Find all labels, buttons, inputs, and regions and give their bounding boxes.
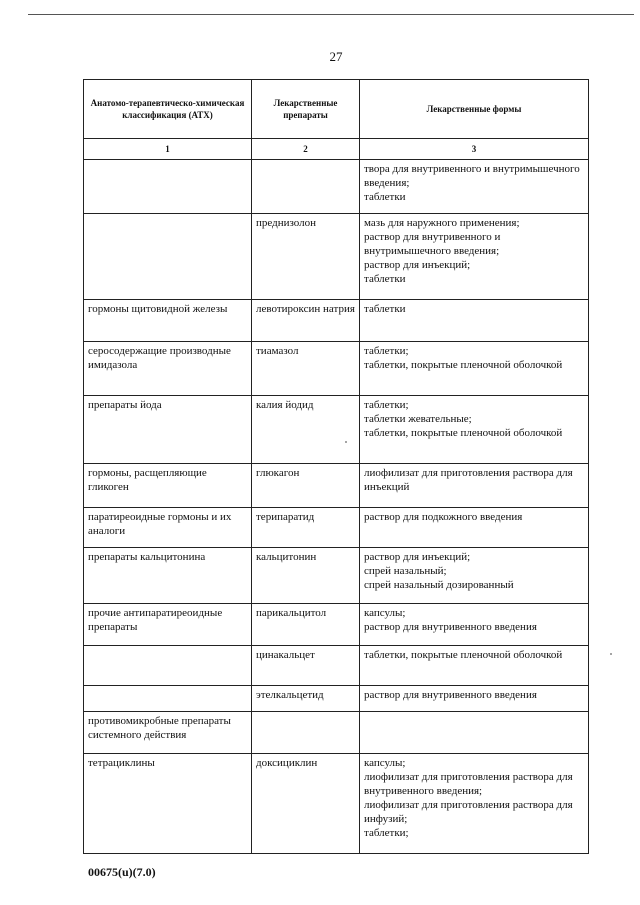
top-rule bbox=[28, 14, 634, 15]
atc-cell: серосодержащие производные имидазола bbox=[84, 342, 252, 396]
scan-speck bbox=[345, 441, 347, 443]
table-row bbox=[84, 548, 589, 604]
drug-cell: кальцитонин bbox=[252, 548, 360, 604]
drug-table bbox=[83, 79, 589, 854]
scan-speck bbox=[610, 653, 612, 655]
forms-cell: таблетки; таблетки жевательные; таблетки, покрытые пленочной оболочкой bbox=[360, 396, 589, 464]
drug-cell: калия йодид bbox=[252, 396, 360, 464]
forms-cell: твора для внутривенного и внутримышечного введения; таблетки bbox=[360, 160, 589, 214]
forms-cell: капсулы; раствор для внутривенного введения bbox=[360, 604, 589, 646]
column-number: 2 bbox=[252, 139, 360, 160]
table-row bbox=[84, 464, 589, 508]
table-row bbox=[84, 604, 589, 646]
forms-cell: таблетки bbox=[360, 300, 589, 342]
table-row bbox=[84, 214, 589, 300]
drug-cell bbox=[252, 160, 360, 214]
forms-cell: раствор для инъекций; спрей назальный; спрей назальный дозированный bbox=[360, 548, 589, 604]
drug-cell: преднизолон bbox=[252, 214, 360, 300]
atc-cell: препараты йода bbox=[84, 396, 252, 464]
table-row bbox=[84, 508, 589, 548]
forms-cell: раствор для внутривенного введения bbox=[360, 686, 589, 712]
atc-cell bbox=[84, 686, 252, 712]
atc-cell: гормоны щитовидной железы bbox=[84, 300, 252, 342]
atc-cell bbox=[84, 214, 252, 300]
table-row bbox=[84, 712, 589, 754]
forms-cell: таблетки; таблетки, покрытые пленочной оболочкой bbox=[360, 342, 589, 396]
forms-cell: мазь для наружного применения; раствор для внутривенного и внутримышечного введения; раствор для инъекций; таблетки bbox=[360, 214, 589, 300]
atc-cell: тетрациклины bbox=[84, 754, 252, 854]
atc-cell: гормоны, расщепляющие гликоген bbox=[84, 464, 252, 508]
atc-cell: прочие антипаратиреоидные препараты bbox=[84, 604, 252, 646]
column-number-row bbox=[84, 139, 589, 160]
table-header-row bbox=[84, 80, 589, 139]
drug-cell: цинакальцет bbox=[252, 646, 360, 686]
table-row bbox=[84, 300, 589, 342]
drug-cell: глюкагон bbox=[252, 464, 360, 508]
page-number: 27 bbox=[329, 49, 343, 64]
atc-cell: паратиреоидные гормоны и их аналоги bbox=[84, 508, 252, 548]
table-row bbox=[84, 160, 589, 214]
atc-cell bbox=[84, 160, 252, 214]
drug-cell: доксициклин bbox=[252, 754, 360, 854]
atc-cell: противомикробные препараты системного действия bbox=[84, 712, 252, 754]
table-row bbox=[84, 396, 589, 464]
drug-cell: этелкальцетид bbox=[252, 686, 360, 712]
drug-cell: парикальцитол bbox=[252, 604, 360, 646]
forms-cell: капсулы; лиофилизат для приготовления раствора для внутривенного введения; лиофилизат для приготовления раствора для инфузий; таблетки; bbox=[360, 754, 589, 854]
table-row bbox=[84, 686, 589, 712]
forms-cell: раствор для подкожного введения bbox=[360, 508, 589, 548]
header-forms: Лекарственные формы bbox=[360, 80, 589, 139]
header-atc: Анатомо-терапевтическо-химическая классификация (АТХ) bbox=[84, 80, 252, 139]
table-row bbox=[84, 342, 589, 396]
forms-cell: лиофилизат для приготовления раствора для инъекций bbox=[360, 464, 589, 508]
column-number: 3 bbox=[360, 139, 589, 160]
drug-cell: терипаратид bbox=[252, 508, 360, 548]
drug-cell: левотироксин натрия bbox=[252, 300, 360, 342]
forms-cell: таблетки, покрытые пленочной оболочкой bbox=[360, 646, 589, 686]
table-row bbox=[84, 646, 589, 686]
atc-cell bbox=[84, 646, 252, 686]
table-row bbox=[84, 754, 589, 854]
document-code: 00675(u)(7.0) bbox=[88, 865, 156, 879]
drug-cell bbox=[252, 712, 360, 754]
forms-cell bbox=[360, 712, 589, 754]
column-number: 1 bbox=[84, 139, 252, 160]
atc-cell: препараты кальцитонина bbox=[84, 548, 252, 604]
drug-cell: тиамазол bbox=[252, 342, 360, 396]
header-drugs: Лекарственные препараты bbox=[252, 80, 360, 139]
